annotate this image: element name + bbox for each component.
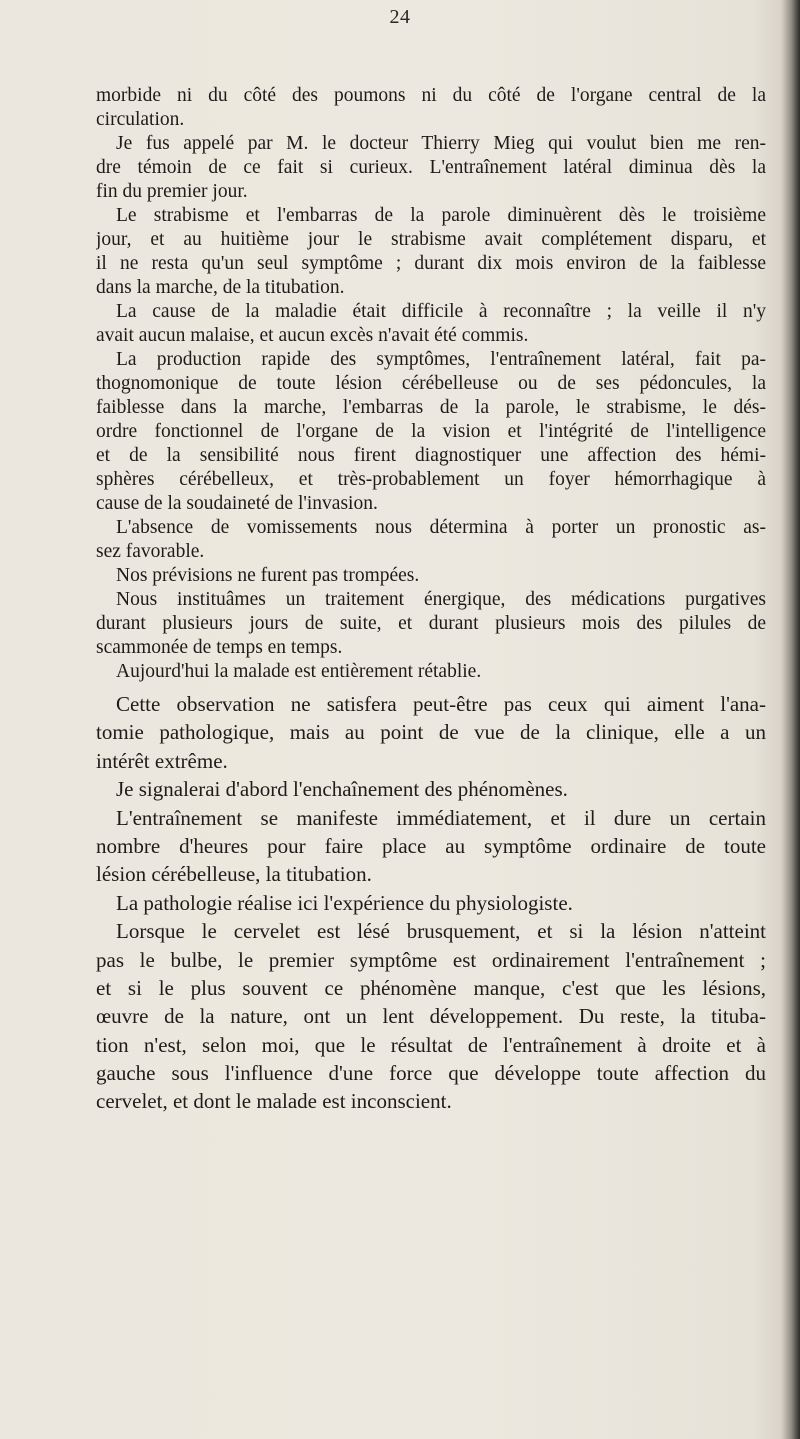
text-line: thognomonique de toute lésion cérébelleuse ou de ses pédoncules, la: [96, 373, 766, 394]
text-line: La production rapide des symptômes, l'entraînement latéral, fait pa-: [116, 349, 766, 370]
text-line: La pathologie réalise ici l'expérience du physiologiste.: [116, 890, 573, 915]
text-line: tomie pathologique, mais au point de vue de la clinique, elle a un: [96, 720, 766, 745]
text-line: circulation.: [96, 109, 185, 130]
text-line: lésion cérébelleuse, la titubation.: [96, 862, 372, 887]
text-line: cause de la soudaineté de l'invasion.: [96, 493, 378, 514]
body-text: [96, 84, 766, 1116]
text-line: durant plusieurs jours de suite, et durant plusieurs mois des pilules de: [96, 613, 766, 634]
text-line: œuvre de la nature, ont un lent développement. Du reste, la tituba-: [96, 1004, 766, 1029]
text-line: et si le plus souvent ce phénomène manque, c'est que les lésions,: [96, 975, 766, 1000]
text-line: dans la marche, de la titubation.: [96, 277, 345, 298]
page-number: 24: [389, 6, 411, 28]
text-line: il ne resta qu'un seul symptôme ; durant dix mois environ de la faiblesse: [96, 253, 766, 274]
text-line: Je signalerai d'abord l'enchaînement des phénomènes.: [116, 777, 568, 802]
text-line: Aujourd'hui la malade est entièrement rétablie.: [116, 661, 482, 682]
paragraphs-large-type: [96, 690, 766, 1116]
text-line: Le strabisme et l'embarras de la parole diminuèrent dès le troisième: [116, 205, 766, 226]
text-line: ordre fonctionnel de l'organe de la vision et l'intégrité de l'intelligence: [96, 421, 766, 442]
text-line: avait aucun malaise, et aucun excès n'avait été commis.: [96, 325, 529, 346]
text-line: faiblesse dans la marche, l'embarras de la parole, le strabisme, le dés-: [96, 397, 766, 418]
text-line: tion n'est, selon moi, que le résultat de l'entraînement à droite et à: [96, 1032, 766, 1057]
text-line: Lorsque le cervelet est lésé brusquement, et si la lésion n'atteint: [116, 919, 766, 944]
page-edge-shadow: [784, 0, 800, 1439]
text-line: Je fus appelé par M. le docteur Thierry Mieg qui voulut bien me ren-: [116, 133, 766, 154]
text-line: fin du premier jour.: [96, 181, 248, 202]
text-line: nombre d'heures pour faire place au symptôme ordinaire de toute: [96, 833, 766, 858]
text-line: sphères cérébelleux, et très-probablement un foyer hémorrhagique à: [96, 469, 766, 490]
text-line: L'entraînement se manifeste immédiatement, et il dure un certain: [116, 805, 766, 830]
text-line: et de la sensibilité nous firent diagnostiquer une affection des hémi-: [96, 445, 766, 466]
text-line: morbide ni du côté des poumons ni du côté de l'organe central de la: [96, 85, 766, 106]
text-line: jour, et au huitième jour le strabisme avait complétement disparu, et: [96, 229, 766, 250]
text-line: dre témoin de ce fait si curieux. L'entraînement latéral diminua dès la: [96, 157, 766, 178]
paragraphs-small-type: [96, 84, 766, 684]
text-line: Nos prévisions ne furent pas trompées.: [116, 565, 420, 586]
text-line: sez favorable.: [96, 541, 205, 562]
text-line: gauche sous l'influence d'une force que développe toute affection du: [96, 1061, 766, 1086]
text-line: pas le bulbe, le premier symptôme est ordinairement l'entraînement ;: [96, 947, 766, 972]
text-line: intérêt extrême.: [96, 748, 228, 773]
text-line: L'absence de vomissements nous détermina à porter un pronostic as-: [116, 517, 766, 538]
text-line: Nous instituâmes un traitement énergique, des médications purgatives: [116, 589, 766, 610]
text-line: cervelet, et dont le malade est inconscient.: [96, 1089, 452, 1114]
text-line: scammonée de temps en temps.: [96, 637, 343, 658]
text-line: La cause de la maladie était difficile à reconnaître ; la veille il n'y: [116, 301, 766, 322]
text-line: Cette observation ne satisfera peut-être pas ceux qui aiment l'ana-: [116, 692, 766, 716]
